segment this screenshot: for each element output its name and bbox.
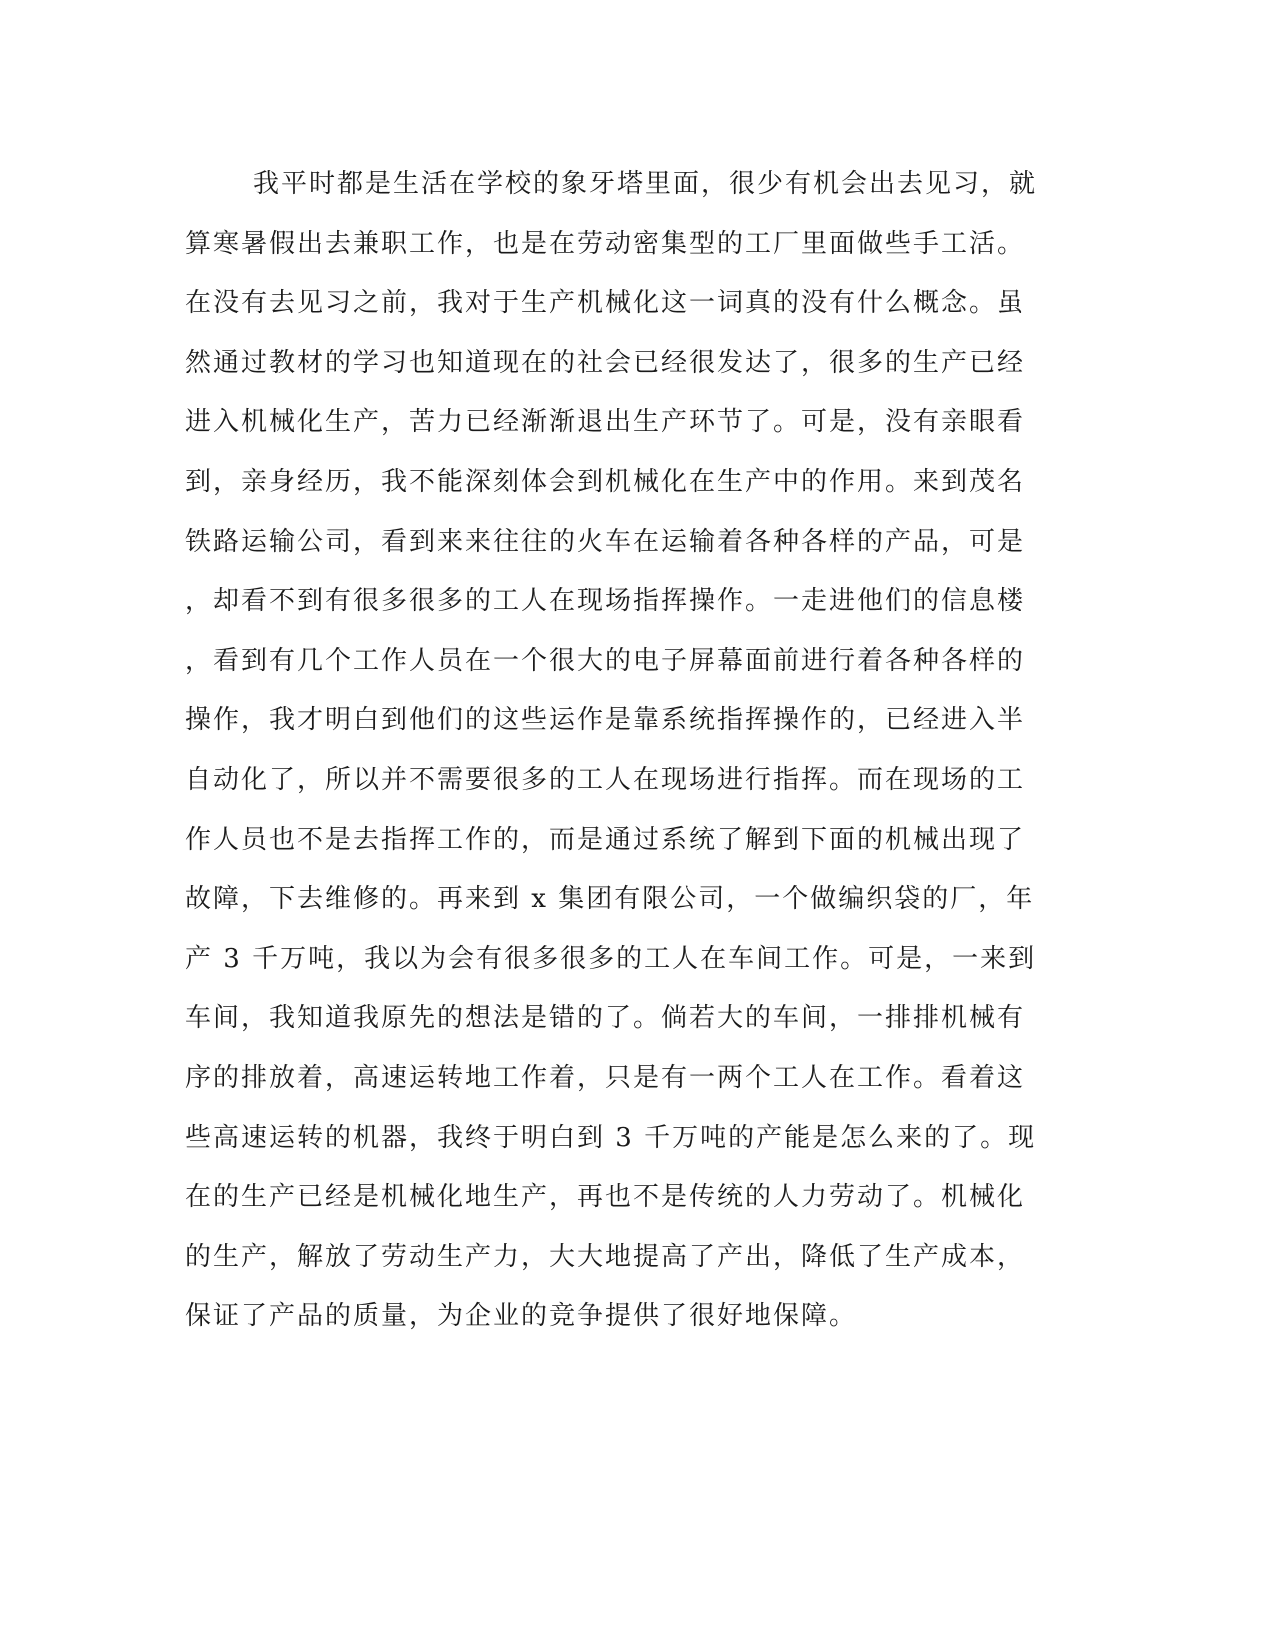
paragraph-line: 在的生产已经是机械化地生产，再也不是传统的人力劳动了。机械化 <box>185 1182 1026 1213</box>
paragraph-line: 在没有去见习之前，我对于生产机械化这一词真的没有什么概念。虽 <box>185 288 1026 319</box>
paragraph-line: 故障，下去维修的。再来到 x 集团有限公司，一个做编织袋的厂，年 <box>185 884 1035 915</box>
paragraph-line: 铁路运输公司，看到来来往往的火车在运输着各种各样的产品，可是 <box>185 526 1026 557</box>
body-paragraph <box>185 160 1045 1352</box>
paragraph-line: 操作，我才明白到他们的这些运作是靠系统指挥操作的，已经进入半 <box>185 705 1026 736</box>
paragraph-line: 车间，我知道我原先的想法是错的了。倘若大的车间，一排排机械有 <box>185 1003 1026 1034</box>
paragraph-line: 些高速运转的机器，我终于明白到 3 千万吨的产能是怎么来的了。现 <box>185 1122 1037 1153</box>
paragraph-line: 自动化了，所以并不需要很多的工人在现场进行指挥。而在现场的工 <box>185 764 1026 795</box>
paragraph-line: 保证了产品的质量，为企业的竞争提供了很好地保障。 <box>185 1301 858 1332</box>
paragraph-line: ，却看不到有很多很多的工人在现场指挥操作。一走进他们的信息楼 <box>185 586 1026 617</box>
paragraph-line: 作人员也不是去指挥工作的，而是通过系统了解到下面的机械出现了 <box>185 824 1026 855</box>
paragraph-line: 产 3 千万吨，我以为会有很多很多的工人在车间工作。可是，一来到 <box>185 943 1037 974</box>
paragraph-line: 然通过教材的学习也知道现在的社会已经很发达了，很多的生产已经 <box>185 347 1026 378</box>
paragraph-line: 进入机械化生产，苦力已经渐渐退出生产环节了。可是，没有亲眼看 <box>185 407 1026 438</box>
paragraph-line: 序的排放着，高速运转地工作着，只是有一两个工人在工作。看着这 <box>185 1062 1026 1093</box>
paragraph-line: 算寒暑假出去兼职工作，也是在劳动密集型的工厂里面做些手工活。 <box>185 228 1026 259</box>
paragraph-line: 到，亲身经历，我不能深刻体会到机械化在生产中的作用。来到茂名 <box>185 466 1026 497</box>
paragraph-line: 我平时都是生活在学校的象牙塔里面，很少有机会出去见习，就 <box>253 169 1038 199</box>
paragraph-line: 的生产，解放了劳动生产力，大大地提高了产出，降低了生产成本， <box>185 1241 1026 1272</box>
paragraph-line: ，看到有几个工作人员在一个很大的电子屏幕面前进行着各种各样的 <box>185 645 1026 676</box>
